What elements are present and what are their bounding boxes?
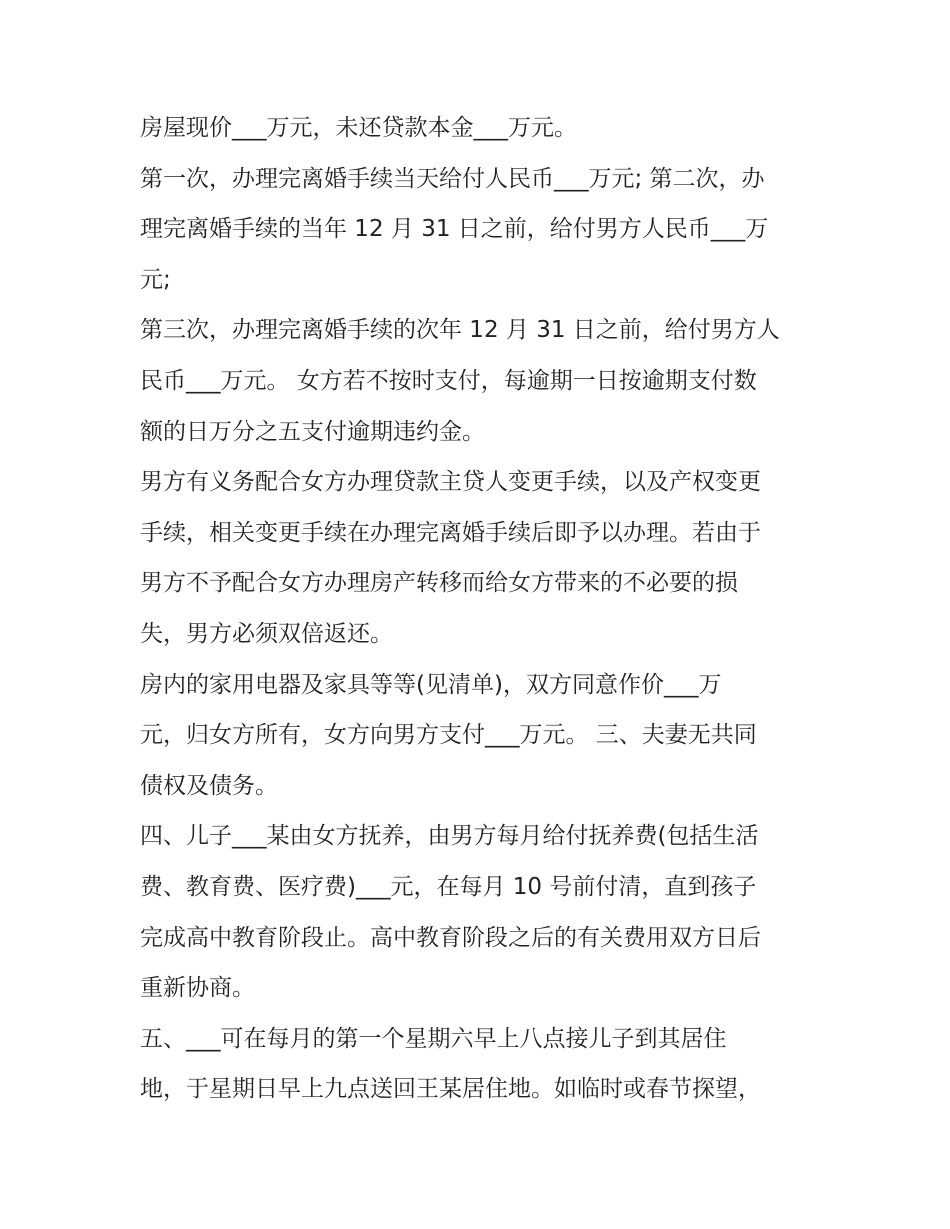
text-line: 费、教育费、医疗费)___元，在每月 10 号前付清，直到孩子 xyxy=(140,873,757,900)
text-line: 第三次，办理完离婚手续的次年 12 月 31 日之前，给付男方人 xyxy=(140,317,780,344)
text-line: 债权及债务。 xyxy=(140,772,278,799)
text-line: 地，于星期日早上九点送回王某居住地。如临时或春节探望， xyxy=(140,1076,761,1103)
text-line: 民币___万元。 女方若不按时支付，每逾期一日按逾期支付数 xyxy=(140,367,757,394)
text-line: 完成高中教育阶段止。高中教育阶段之后的有关费用双方日后 xyxy=(140,924,761,951)
text-line: 元; xyxy=(140,266,171,293)
text-line: 重新协商。 xyxy=(140,975,255,1002)
text-line: 男方有义务配合女方办理贷款主贷人变更手续，以及产权变更 xyxy=(140,469,761,496)
document-body xyxy=(140,103,820,1115)
text-line: 男方不予配合女方办理房产转移而给女方带来的不必要的损 xyxy=(140,570,738,597)
text-line: 手续，相关变更手续在办理完离婚手续后即予以办理。若由于 xyxy=(140,519,761,546)
text-line: 四、儿子___某由女方抚养，由男方每月给付抚养费(包括生活 xyxy=(140,823,759,850)
text-line: 失，男方必须双倍返还。 xyxy=(140,620,393,647)
text-line: 第一次，办理完离婚手续当天给付人民币___万元; 第二次，办 xyxy=(140,165,765,192)
text-line: 理完离婚手续的当年 12 月 31 日之前，给付男方人民币___万 xyxy=(140,216,769,243)
text-line: 元，归女方所有，女方向男方支付___万元。 三、夫妻无共同 xyxy=(140,722,757,749)
text-line: 五、___可在每月的第一个星期六早上八点接儿子到其居住 xyxy=(140,1025,727,1052)
text-line: 额的日万分之五支付逾期违约金。 xyxy=(140,418,485,445)
text-line: 房内的家用电器及家具等等(见清单)，双方同意作价___万 xyxy=(140,671,722,698)
text-line: 房屋现价___万元，未还贷款本金___万元。 xyxy=(140,115,577,141)
